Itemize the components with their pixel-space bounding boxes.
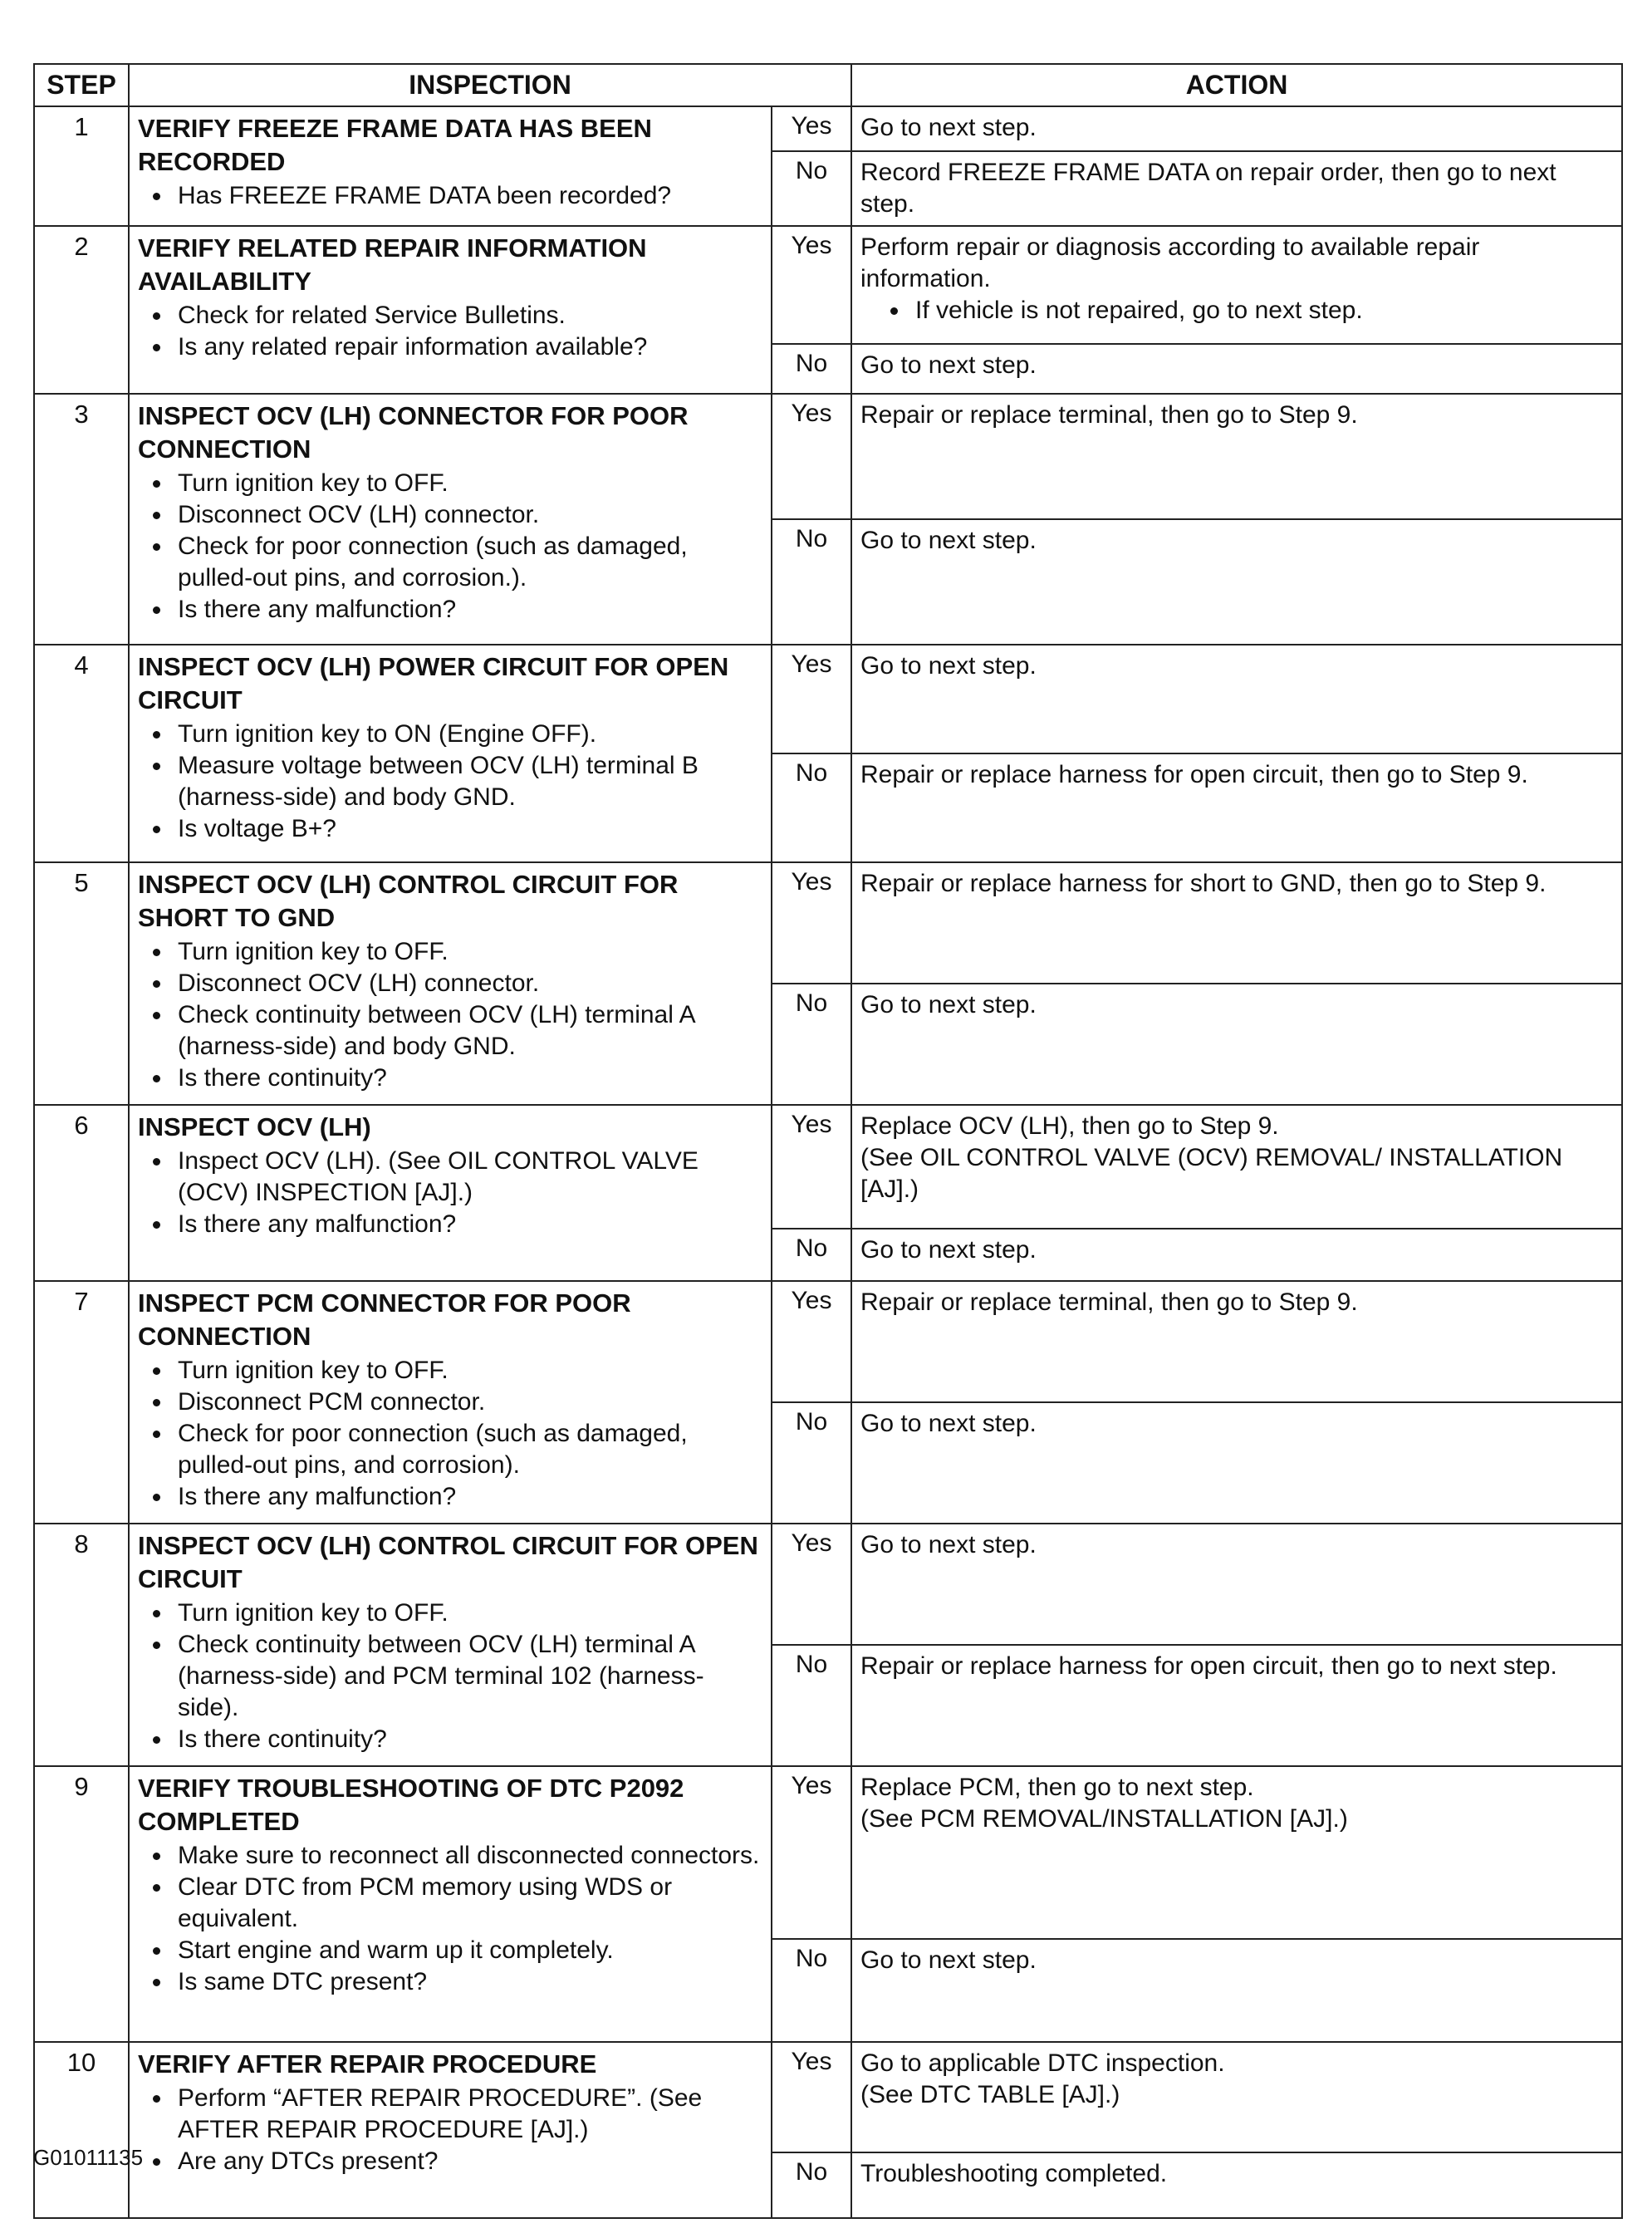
inspection-cell	[129, 645, 772, 862]
yes-action	[851, 2042, 1622, 2152]
action-subbullet: • If vehicle is not repaired, go to next step.	[910, 295, 1613, 326]
no-label: No	[772, 984, 851, 1105]
table-row	[34, 1281, 1622, 1402]
table-row	[34, 1105, 1622, 1229]
action-line: Go to next step.	[860, 527, 1037, 554]
inspection-cell	[129, 862, 772, 1105]
action-line: Go to next step.	[860, 1531, 1037, 1558]
inspection-bullet: • Inspect OCV (LH). (See OIL CONTROL VALVE (OCV) INSPECTION [AJ].)	[173, 1146, 762, 1209]
table-body	[34, 106, 1622, 2218]
inspection-bullet: • Is there any malfunction?	[173, 594, 762, 626]
inspection-bullets	[138, 936, 762, 1094]
step-number: 6	[34, 1105, 129, 1281]
inspection-bullet: • Is there any malfunction?	[173, 1481, 762, 1513]
table-row	[34, 394, 1622, 519]
inspection-title: INSPECT OCV (LH)	[138, 1112, 371, 1141]
action-line: Repair or replace harness for open circuit, then go to next step.	[860, 1652, 1557, 1680]
document	[33, 63, 1621, 2219]
yes-label: Yes	[772, 862, 851, 984]
inspection-bullet: • Start engine and warm up it completely.	[173, 1935, 762, 1966]
inspection-bullet: • Disconnect OCV (LH) connector.	[173, 499, 762, 531]
no-label: No	[772, 1229, 851, 1281]
no-label: No	[772, 151, 851, 226]
action-line: Repair or replace terminal, then go to Step 9.	[860, 401, 1358, 429]
yes-action	[851, 1105, 1622, 1229]
action-line: Go to applicable DTC inspection.	[860, 2049, 1225, 2077]
inspection-bullet: • Has FREEZE FRAME DATA been recorded?	[173, 180, 762, 212]
inspection-bullet: • Turn ignition key to OFF.	[173, 1598, 762, 1629]
inspection-cell	[129, 226, 772, 394]
no-action	[851, 1229, 1622, 1281]
inspection-cell	[129, 1766, 772, 2042]
table-row	[34, 2042, 1622, 2152]
action-line: Replace PCM, then go to next step.	[860, 1774, 1254, 1801]
inspection-title: VERIFY RELATED REPAIR INFORMATION AVAILABILITY	[138, 233, 647, 296]
yes-label: Yes	[772, 645, 851, 753]
no-label: No	[772, 2152, 851, 2219]
no-label: No	[772, 519, 851, 645]
yes-label: Yes	[772, 394, 851, 519]
inspection-bullet: • Measure voltage between OCV (LH) terminal B (harness-side) and body GND.	[173, 750, 762, 813]
no-action	[851, 984, 1622, 1105]
inspection-title: VERIFY TROUBLESHOOTING OF DTC P2092 COMPLETED	[138, 1774, 684, 1836]
no-action	[851, 1939, 1622, 2043]
inspection-bullet: • Are any DTCs present?	[173, 2146, 762, 2177]
inspection-bullet: • Check continuity between OCV (LH) terminal A (harness-side) and body GND.	[173, 999, 762, 1063]
no-action	[851, 753, 1622, 862]
no-label: No	[772, 753, 851, 862]
table-row	[34, 106, 1622, 151]
no-action	[851, 151, 1622, 226]
figure-code: G01011135	[33, 2145, 144, 2170]
inspection-title: VERIFY FREEZE FRAME DATA HAS BEEN RECORDED	[138, 114, 652, 176]
action-line: Troubleshooting completed.	[860, 2159, 1168, 2187]
table-row	[34, 226, 1622, 344]
action-line: Repair or replace terminal, then go to Step 9.	[860, 1288, 1358, 1316]
inspection-bullet: • Perform “AFTER REPAIR PROCEDURE”. (See AFTER REPAIR PROCEDURE [AJ].)	[173, 2083, 762, 2146]
action-line: Perform repair or diagnosis according to available repair information.	[860, 233, 1480, 292]
table-row	[34, 862, 1622, 984]
step-number: 3	[34, 394, 129, 645]
no-action	[851, 1402, 1622, 1524]
yes-label: Yes	[772, 1281, 851, 1402]
inspection-cell	[129, 106, 772, 226]
inspection-cell	[129, 1105, 772, 1281]
action-line: Go to next step.	[860, 991, 1037, 1018]
no-action	[851, 2152, 1622, 2219]
yes-action	[851, 645, 1622, 753]
action-line: (See DTC TABLE [AJ].)	[860, 2081, 1120, 2108]
step-number: 8	[34, 1524, 129, 1766]
no-action	[851, 519, 1622, 645]
inspection-title: INSPECT PCM CONNECTOR FOR POOR CONNECTION	[138, 1288, 631, 1351]
inspection-bullet: • Turn ignition key to OFF.	[173, 936, 762, 968]
inspection-cell	[129, 1281, 772, 1524]
action-line: Go to next step.	[860, 1946, 1037, 1974]
inspection-title: INSPECT OCV (LH) CONNECTOR FOR POOR CONNECTION	[138, 401, 689, 464]
table-row	[34, 1524, 1622, 1645]
inspection-bullets	[138, 1146, 762, 1240]
action-line: Go to next step.	[860, 1236, 1037, 1264]
action-line: (See PCM REMOVAL/INSTALLATION [AJ].)	[860, 1805, 1348, 1833]
inspection-title: INSPECT OCV (LH) CONTROL CIRCUIT FOR OPEN CIRCUIT	[138, 1531, 758, 1593]
yes-action	[851, 1524, 1622, 1645]
yes-label: Yes	[772, 226, 851, 344]
inspection-bullet: • Is any related repair information available?	[173, 331, 762, 363]
inspection-bullet: • Disconnect PCM connector.	[173, 1386, 762, 1418]
inspection-bullet: • Is there continuity?	[173, 1724, 762, 1755]
yes-action	[851, 226, 1622, 344]
yes-action	[851, 106, 1622, 151]
inspection-cell	[129, 394, 772, 645]
action-line: Go to next step.	[860, 652, 1037, 680]
no-action	[851, 1645, 1622, 1766]
step-number: 4	[34, 645, 129, 862]
action-line: Replace OCV (LH), then go to Step 9.	[860, 1112, 1279, 1140]
yes-label: Yes	[772, 1766, 851, 1939]
yes-label: Yes	[772, 1524, 851, 1645]
table-row	[34, 1766, 1622, 1939]
step-number: 2	[34, 226, 129, 394]
yes-action	[851, 394, 1622, 519]
no-label: No	[772, 1645, 851, 1766]
inspection-bullets	[138, 1598, 762, 1755]
inspection-title: INSPECT OCV (LH) POWER CIRCUIT FOR OPEN CIRCUIT	[138, 652, 729, 714]
yes-label: Yes	[772, 1105, 851, 1229]
step-number: 10	[34, 2042, 129, 2218]
no-action	[851, 344, 1622, 394]
header-inspection: INSPECTION	[129, 64, 851, 106]
yes-action	[851, 862, 1622, 984]
inspection-bullet: • Is same DTC present?	[173, 1966, 762, 1998]
action-line: Repair or replace harness for short to GND, then go to Step 9.	[860, 870, 1547, 897]
step-number: 7	[34, 1281, 129, 1524]
yes-label: Yes	[772, 2042, 851, 2152]
yes-action	[851, 1766, 1622, 1939]
inspection-bullets	[138, 719, 762, 845]
inspection-bullet: • Is there continuity?	[173, 1063, 762, 1094]
inspection-bullet: • Check continuity between OCV (LH) terminal A (harness-side) and PCM terminal 102 (harness-side).	[173, 1629, 762, 1724]
action-line: Go to next step.	[860, 114, 1037, 141]
inspection-bullet: • Disconnect OCV (LH) connector.	[173, 968, 762, 999]
inspection-bullets	[138, 300, 762, 363]
action-line: Go to next step.	[860, 351, 1037, 380]
inspection-bullets	[138, 1355, 762, 1513]
diagnostic-table	[33, 63, 1623, 2219]
action-line: Repair or replace harness for open circuit, then go to Step 9.	[860, 761, 1528, 788]
yes-action	[851, 1281, 1622, 1402]
inspection-bullets	[138, 180, 762, 212]
inspection-bullet: • Turn ignition key to OFF.	[173, 1355, 762, 1386]
step-number: 9	[34, 1766, 129, 2042]
yes-label: Yes	[772, 106, 851, 151]
header-action: ACTION	[851, 64, 1622, 106]
action-line: Record FREEZE FRAME DATA on repair order, then go to next step.	[860, 159, 1556, 218]
inspection-bullet: • Check for poor connection (such as damaged, pulled-out pins, and corrosion.).	[173, 531, 762, 594]
no-label: No	[772, 1402, 851, 1524]
inspection-cell	[129, 2042, 772, 2218]
inspection-bullet: • Is voltage B+?	[173, 813, 762, 845]
action-line: (See OIL CONTROL VALVE (OCV) REMOVAL/ INSTALLATION [AJ].)	[860, 1144, 1563, 1203]
inspection-bullet: • Clear DTC from PCM memory using WDS or equivalent.	[173, 1872, 762, 1935]
inspection-bullets	[138, 468, 762, 626]
inspection-bullet: • Turn ignition key to ON (Engine OFF).	[173, 719, 762, 750]
inspection-cell	[129, 1524, 772, 1766]
no-label: No	[772, 1939, 851, 2043]
inspection-bullet: • Turn ignition key to OFF.	[173, 468, 762, 499]
step-number: 1	[34, 106, 129, 226]
inspection-title: VERIFY AFTER REPAIR PROCEDURE	[138, 2049, 597, 2078]
header-step: STEP	[34, 64, 129, 106]
header-row	[34, 64, 1622, 106]
inspection-title: INSPECT OCV (LH) CONTROL CIRCUIT FOR SHORT TO GND	[138, 870, 679, 932]
inspection-bullet: • Check for related Service Bulletins.	[173, 300, 762, 331]
table-row	[34, 645, 1622, 753]
inspection-bullets	[138, 2083, 762, 2177]
step-number: 5	[34, 862, 129, 1105]
action-line: Go to next step.	[860, 1410, 1037, 1437]
action-subbullets	[860, 295, 1613, 326]
inspection-bullets	[138, 1840, 762, 1998]
no-label: No	[772, 344, 851, 394]
inspection-bullet: • Is there any malfunction?	[173, 1209, 762, 1240]
inspection-bullet: • Check for poor connection (such as damaged, pulled-out pins, and corrosion).	[173, 1418, 762, 1481]
inspection-bullet: • Make sure to reconnect all disconnected connectors.	[173, 1840, 762, 1872]
